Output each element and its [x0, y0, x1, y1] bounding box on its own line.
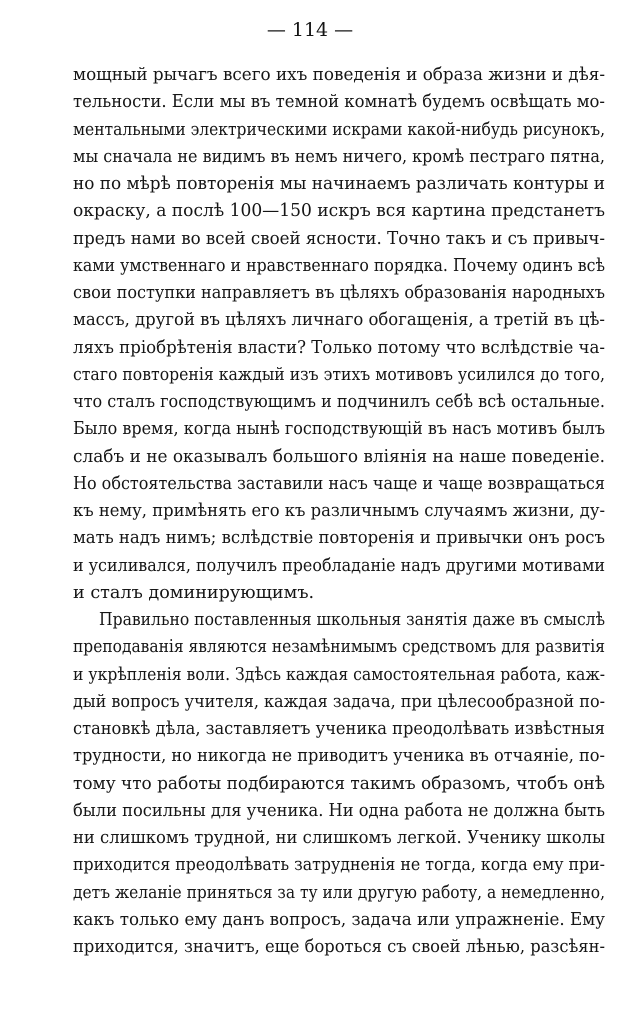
text-line: преподаванія являются незамѣнимымъ средствомъ для развитія [73, 637, 605, 658]
text-line: слабъ и не оказывалъ большого вліянія на наше поведеніе. [73, 446, 605, 467]
text-line: детъ желаніе приняться за ту или другую работу, а немедленно, [73, 882, 605, 903]
body-text [73, 62, 605, 961]
text-line: приходится, значитъ, еще бороться съ своей лѣнью, разсѣян- [73, 937, 605, 957]
text-line: массъ, другой въ цѣляхъ личнаго обогащенія, а третій въ цѣ- [73, 310, 605, 331]
text-line: приходится преодолѣвать затрудненія не тогда, когда ему при- [73, 855, 605, 876]
text-line: ни слишкомъ трудной, ни слишкомъ легкой. Ученику школы [73, 828, 605, 848]
text-line: и сталъ доминирующимъ. [73, 582, 315, 603]
text-line: ками умственнаго и нравственнаго порядка. Почему одинъ всѣ [73, 255, 605, 276]
text-line: мощный рычагъ всего ихъ поведенія и образа жизни и дѣя- [73, 65, 605, 85]
page-number: — 114 — [266, 19, 354, 41]
text-line: и усиливался, получилъ преобладаніе надъ другими мотивами [73, 555, 605, 576]
text-line: Но обстоятельства заставили насъ чаще и чаще возвращаться [73, 473, 605, 494]
text-line: были посильны для ученика. Ни одна работа не должна быть [73, 800, 605, 821]
text-line: но по мѣрѣ повторенія мы начинаемъ различать контуры и [73, 174, 605, 194]
text-line: предъ нами во всей своей ясности. Точно такъ и съ привыч- [73, 228, 605, 249]
text-line: что сталъ господствующимъ и подчинилъ себѣ всѣ остальные. [73, 392, 605, 412]
text-line: мы сначала не видимъ въ немъ ничего, кромѣ пестраго пятна, [73, 146, 605, 167]
text-line: мать надъ нимъ; вслѣдствіе повторенія и привычки онъ росъ [73, 528, 605, 549]
text-line: дый вопросъ учителя, каждая задача, при цѣлесообразной по- [73, 691, 605, 712]
text-line: тому что работы подбираются такимъ образомъ, чтобъ онѣ [73, 773, 605, 794]
text-line: окраску, а послѣ 100—150 искръ вся картина предстанетъ [73, 201, 605, 222]
text-line: ментальными электрическими искрами какой-нибудь рисунокъ, [73, 119, 605, 140]
text-line: стаго повторенія каждый изъ этихъ мотивовъ усилился до того, [73, 364, 605, 385]
text-line: тельности. Если мы въ темной комнатѣ будемъ освѣщать мо- [73, 92, 605, 113]
text-line: и укрѣпленія воли. Здѣсь каждая самостоятельная работа, каж- [73, 664, 605, 685]
paragraph-start-line: Правильно поставленныя школьныя занятія даже въ смыслѣ [99, 610, 605, 630]
text-line: къ нему, примѣнять его къ различнымъ случаямъ жизни, ду- [73, 501, 605, 521]
text-line: трудности, но никогда не приводитъ ученика въ отчаяніе, по- [73, 746, 605, 767]
text-line: Было время, когда нынѣ господствующій въ насъ мотивъ былъ [73, 419, 605, 440]
text-line: ляхъ пріобрѣтенія власти? Только потому что вслѣдствіе ча- [73, 337, 605, 358]
text-line: становкѣ дѣла, заставляетъ ученика преодолѣвать извѣстныя [73, 719, 605, 739]
text-line: какъ только ему данъ вопросъ, задача или упражненіе. Ему [73, 909, 605, 930]
text-line: свои поступки направляетъ въ цѣляхъ образованія народныхъ [73, 283, 605, 303]
